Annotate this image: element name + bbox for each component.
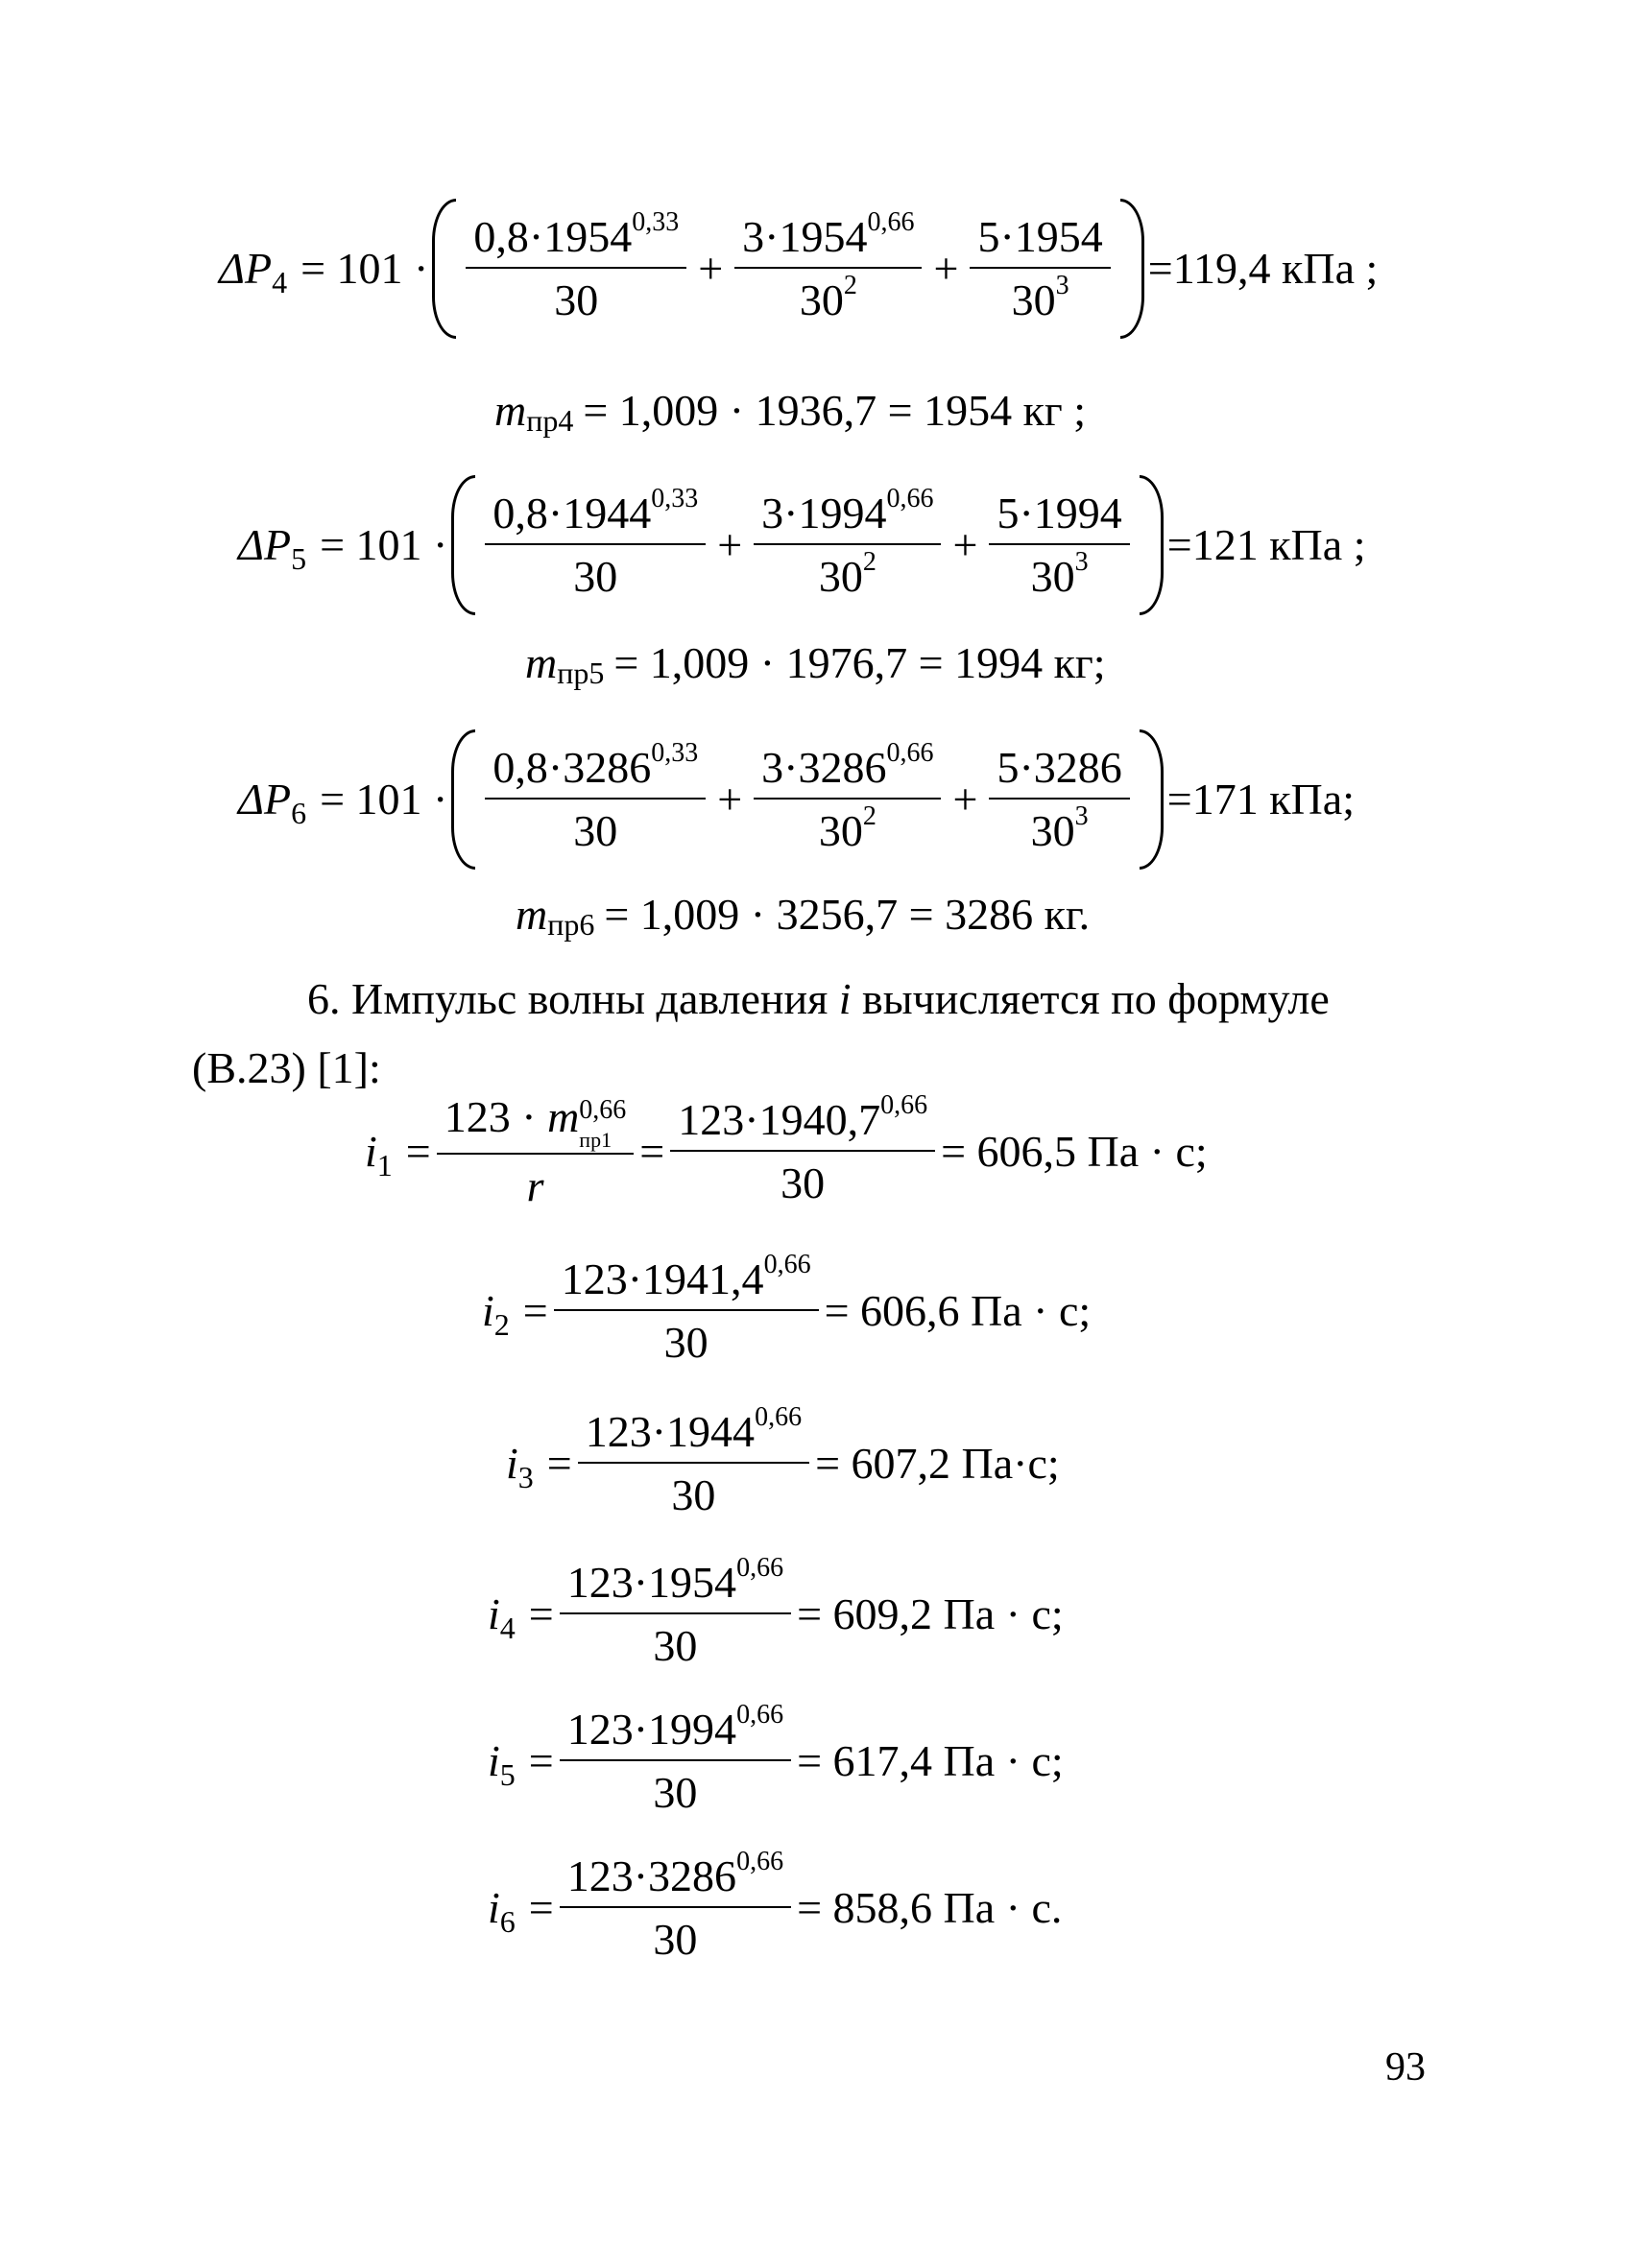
term-denominator: 30 xyxy=(554,275,599,324)
general-mass-index: пр1 xyxy=(579,1128,612,1153)
left-paren xyxy=(432,199,456,339)
pressure-coefficient: = 101 · xyxy=(300,244,429,293)
impulse-index: 4 xyxy=(499,1611,516,1645)
denominator-exponent: 2 xyxy=(862,547,877,577)
pressure-lhs xyxy=(238,775,307,830)
term-denominator: 30 xyxy=(799,275,844,324)
term-numerator: 0,8·1954 xyxy=(473,212,633,261)
term-numerator: 3·1954 xyxy=(742,212,868,261)
term-2-fraction xyxy=(754,738,941,855)
term-denominator: 30 xyxy=(1011,275,1056,324)
pressure-result: =119,4 кПа ; xyxy=(1147,244,1379,293)
general-exponent: 0,66 xyxy=(579,1095,627,1126)
mass-index: пр5 xyxy=(557,656,605,690)
impulse-result: = 606,6 Па · с; xyxy=(824,1286,1092,1335)
paragraph-variable: i xyxy=(838,974,852,1023)
impulse-formula-1 xyxy=(365,1085,1208,1219)
impulse-index: 6 xyxy=(499,1904,516,1939)
impulse-index: 2 xyxy=(493,1307,510,1342)
term-exponent: 0,66 xyxy=(886,738,934,768)
term-numerator: 5·1994 xyxy=(997,489,1122,537)
paragraph-text-before: 6. Импульс волны давления xyxy=(307,974,839,1023)
pressure-index: 5 xyxy=(291,541,307,576)
equals-sign: = xyxy=(405,1127,431,1176)
equals-sign: = xyxy=(528,1883,554,1932)
plus-sign: + xyxy=(698,244,724,293)
impulse-lhs xyxy=(488,1736,516,1792)
impulse-exponent: 0,66 xyxy=(736,1553,784,1583)
left-paren xyxy=(451,475,475,615)
impulse-formula-3 xyxy=(506,1397,1060,1531)
impulse-symbol: i xyxy=(488,1736,500,1785)
impulse-formula-5 xyxy=(488,1694,1064,1828)
pressure-result: =171 кПа; xyxy=(1166,775,1355,824)
mass-symbol: m xyxy=(494,386,527,435)
general-numerator: 123 · xyxy=(444,1091,548,1141)
term-numerator: 0,8·3286 xyxy=(492,743,652,792)
mass-expression: = 1,009 · 1936,7 = 1954 кг ; xyxy=(583,386,1087,435)
term-denominator: 30 xyxy=(573,552,618,601)
impulse-formula-6 xyxy=(488,1841,1062,1975)
impulse-lhs xyxy=(482,1286,510,1342)
page-number: 93 xyxy=(1385,2045,1426,2089)
impulse-exponent: 0,66 xyxy=(736,1700,784,1730)
term-exponent: 0,66 xyxy=(886,484,934,513)
pressure-symbol: ΔP xyxy=(219,244,273,293)
pressure-formula-6 xyxy=(238,723,1355,876)
impulse-symbol: i xyxy=(365,1127,377,1176)
mass-expression: = 1,009 · 1976,7 = 1994 кг; xyxy=(613,638,1106,687)
term-exponent: 0,33 xyxy=(651,484,699,513)
impulse-formula-4 xyxy=(488,1547,1064,1682)
pressure-symbol: ΔP xyxy=(238,775,292,824)
pressure-coefficient: = 101 · xyxy=(320,520,448,569)
impulse-denominator: 30 xyxy=(663,1318,708,1367)
term-1-fraction xyxy=(485,484,706,601)
equals-sign: = xyxy=(639,1127,665,1176)
impulse-exponent: 0,66 xyxy=(755,1402,803,1432)
plus-sign: + xyxy=(717,775,743,824)
impulse-symbol: i xyxy=(488,1883,500,1932)
pressure-result: =121 кПа ; xyxy=(1166,520,1366,569)
pressure-lhs xyxy=(238,520,307,576)
impulse-numerator: 123·1944 xyxy=(585,1407,756,1456)
impulse-numerator: 123·3286 xyxy=(566,1851,737,1900)
impulse-fraction xyxy=(578,1402,809,1519)
pressure-symbol: ΔP xyxy=(238,520,292,569)
mass-formula-5 xyxy=(525,638,1106,690)
denominator-exponent: 3 xyxy=(1074,547,1089,577)
impulse-lhs xyxy=(488,1883,516,1939)
term-1-fraction xyxy=(466,207,686,324)
equals-sign: = xyxy=(528,1589,554,1638)
impulse-lhs xyxy=(365,1127,393,1182)
impulse-denominator: 30 xyxy=(653,1768,698,1817)
impulse-symbol: i xyxy=(482,1286,494,1335)
term-2-fraction xyxy=(754,484,941,601)
left-paren xyxy=(451,729,475,870)
term-3-fraction xyxy=(989,743,1129,855)
term-numerator: 5·1954 xyxy=(977,212,1103,261)
pressure-index: 6 xyxy=(291,796,307,830)
impulse-fraction xyxy=(560,1847,791,1964)
impulse-numerator: 123·1994 xyxy=(566,1705,737,1754)
mass-index: пр4 xyxy=(526,403,574,438)
pressure-formula-4 xyxy=(219,192,1378,346)
impulse-denominator: 30 xyxy=(653,1915,698,1964)
mass-formula-6 xyxy=(516,890,1091,942)
impulse-numerator: 123·1941,4 xyxy=(561,1254,764,1303)
term-denominator: 30 xyxy=(818,552,863,601)
impulse-lhs xyxy=(488,1589,516,1645)
general-denominator: r xyxy=(526,1161,544,1211)
impulse-exponent: 0,66 xyxy=(763,1250,811,1279)
impulse-formula-2 xyxy=(482,1244,1091,1378)
plus-sign: + xyxy=(717,520,743,569)
term-denominator: 30 xyxy=(573,806,618,855)
impulse-lhs xyxy=(506,1439,534,1494)
denominator-exponent: 2 xyxy=(862,801,877,831)
term-numerator: 3·1994 xyxy=(761,489,887,537)
term-denominator: 30 xyxy=(818,806,863,855)
impulse-denominator: 30 xyxy=(671,1470,716,1519)
denominator-exponent: 3 xyxy=(1074,801,1089,831)
impulse-result: = 607,2 Па·с; xyxy=(815,1439,1060,1488)
impulse-fraction xyxy=(560,1553,791,1670)
term-numerator: 5·3286 xyxy=(997,743,1122,792)
equals-sign: = xyxy=(546,1439,572,1488)
general-mass-symbol: m xyxy=(547,1091,580,1141)
numeric-fraction xyxy=(670,1090,935,1207)
plus-sign: + xyxy=(933,244,959,293)
impulse-index: 1 xyxy=(376,1148,393,1182)
impulse-denominator: 30 xyxy=(653,1621,698,1670)
impulse-symbol: i xyxy=(506,1439,518,1488)
denominator-exponent: 2 xyxy=(843,271,857,300)
impulse-index: 3 xyxy=(517,1460,534,1494)
impulse-fraction xyxy=(560,1700,791,1817)
term-numerator: 3·3286 xyxy=(761,743,887,792)
paragraph-text-after: вычисляется по формуле (В.23) [1]: xyxy=(192,974,1330,1092)
mass-formula-4 xyxy=(494,386,1087,438)
numeric-numerator: 123·1940,7 xyxy=(678,1095,881,1144)
pressure-formula-5 xyxy=(238,468,1365,622)
impulse-exponent: 0,66 xyxy=(736,1847,784,1876)
mass-expression: = 1,009 · 3256,7 = 3286 кг. xyxy=(604,890,1091,939)
mass-symbol: m xyxy=(525,638,558,687)
impulse-symbol: i xyxy=(488,1589,500,1638)
pressure-lhs xyxy=(219,244,288,299)
right-paren xyxy=(1120,199,1144,339)
right-paren xyxy=(1140,475,1164,615)
general-fraction xyxy=(437,1091,635,1211)
right-paren xyxy=(1140,729,1164,870)
plus-sign: + xyxy=(952,520,978,569)
equals-sign: = xyxy=(522,1286,548,1335)
section-paragraph xyxy=(192,965,1430,1103)
term-1-fraction xyxy=(485,738,706,855)
pressure-index: 4 xyxy=(272,265,288,299)
term-exponent: 0,66 xyxy=(867,207,915,237)
term-exponent: 0,33 xyxy=(651,738,699,768)
denominator-exponent: 3 xyxy=(1055,271,1069,300)
impulse-result: = 606,5 Па · с; xyxy=(941,1127,1208,1176)
impulse-result: = 609,2 Па · с; xyxy=(797,1589,1064,1638)
term-3-fraction xyxy=(970,212,1110,324)
term-numerator: 0,8·1944 xyxy=(492,489,652,537)
numeric-exponent: 0,66 xyxy=(880,1090,928,1120)
term-3-fraction xyxy=(989,491,1129,599)
numeric-denominator: 30 xyxy=(780,1158,826,1207)
pressure-coefficient: = 101 · xyxy=(320,775,448,824)
mass-script xyxy=(579,1095,627,1153)
plus-sign: + xyxy=(952,775,978,824)
impulse-result: = 617,4 Па · с; xyxy=(797,1736,1064,1785)
term-exponent: 0,33 xyxy=(632,207,680,237)
mass-symbol: m xyxy=(516,890,548,939)
impulse-numerator: 123·1954 xyxy=(566,1558,737,1607)
term-2-fraction xyxy=(734,207,922,324)
impulse-index: 5 xyxy=(499,1757,516,1792)
term-denominator: 30 xyxy=(1030,552,1075,601)
equals-sign: = xyxy=(528,1736,554,1785)
mass-index: пр6 xyxy=(547,907,595,942)
impulse-result: = 858,6 Па · с. xyxy=(797,1883,1063,1932)
term-denominator: 30 xyxy=(1030,806,1075,855)
impulse-fraction xyxy=(554,1250,819,1367)
